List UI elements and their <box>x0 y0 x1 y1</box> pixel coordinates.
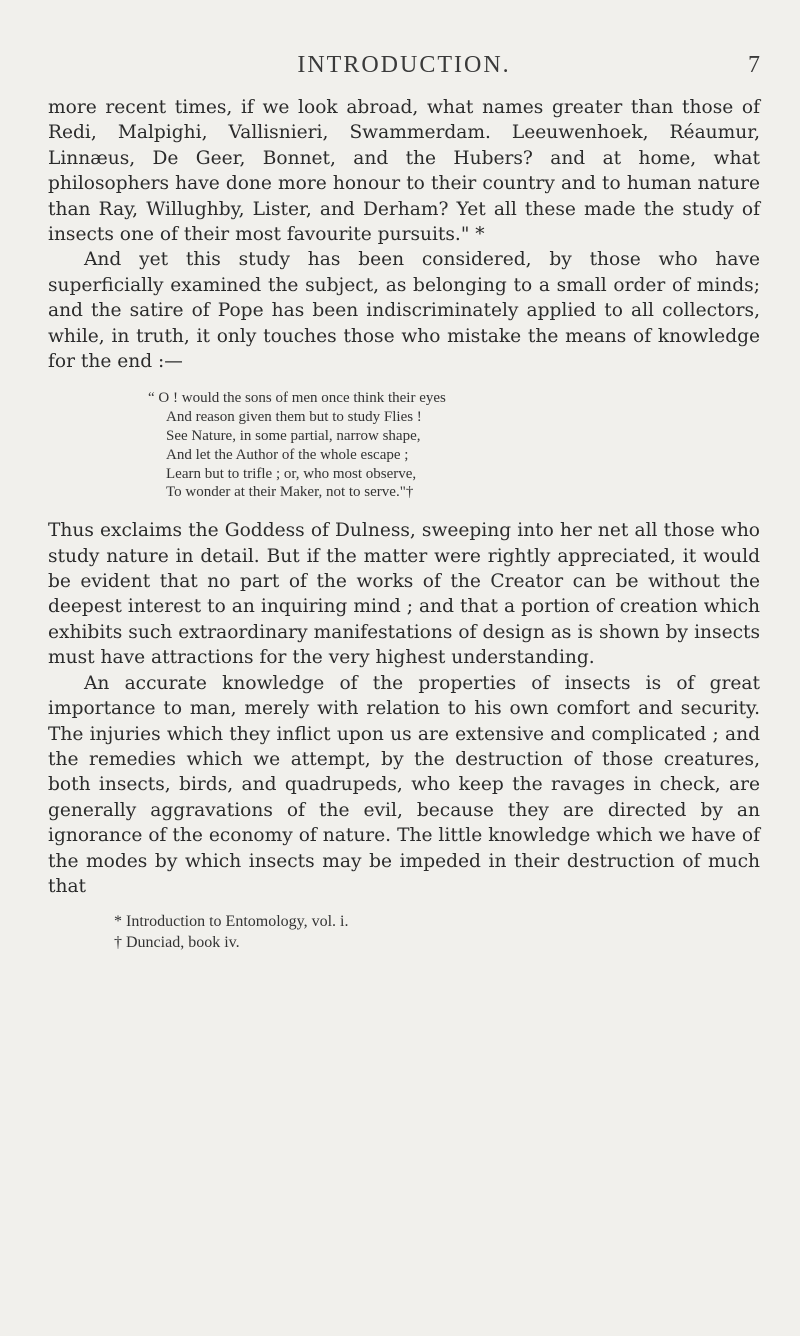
book-page <box>48 52 760 953</box>
chapter-title: INTRODUCTION. <box>297 52 511 78</box>
verse-line: Learn but to trifle ; or, who most observe, <box>166 465 417 482</box>
paragraph-pope-satire: And yet this study has been considered, by those who have superficially examined the subject, as belonging to a small order of minds; and the satire of Pope has been indiscriminately applied to all collectors, while, in truth, it only touches those who mistake the means of knowledge for the end :— <box>48 249 760 373</box>
footnote: † Dunciad, book iv. <box>114 934 240 952</box>
paragraph-continuation: more recent times, if we look abroad, what names greater than those of Redi, Malpighi, Vallisnieri, Swammerdam. Leeuwenhoek, Réaumur, Linnæus, De Geer, Bonnet, and the Hubers? and at home, what philosophers have done more honour to their country and to human nature than Ray, Willughby, Lister, and Derham? Yet all these made the study of insects one of their most favourite pursuits." * <box>48 97 760 246</box>
verse-line: “ O ! would the sons of men once think their eyes <box>148 390 446 407</box>
paragraph-dulness: Thus exclaims the Goddess of Dulness, sweeping into her net all those who study nature in detail. But if the matter were rightly appreciated, it would be evident that no part of the works of the Creator can be without the deepest interest to an inquiring mind ; and that a portion of creation which exhibits such extraordinary manifestations of design as is shown by insects must have attractions for the very highest understanding. <box>48 520 760 669</box>
body-text <box>48 95 760 899</box>
verse-quotation <box>148 389 760 502</box>
verse-line: And let the Author of the whole escape ; <box>166 446 409 463</box>
running-head <box>48 52 760 92</box>
page-number: 7 <box>748 52 760 78</box>
verse-line: And reason given them but to study Flies ! <box>166 409 422 426</box>
footnote: * Introduction to Entomology, vol. i. <box>114 913 349 931</box>
verse-line: To wonder at their Maker, not to serve."† <box>166 484 414 501</box>
verse-line: See Nature, in some partial, narrow shape, <box>166 428 421 445</box>
footnotes <box>114 911 760 953</box>
paragraph-knowledge: An accurate knowledge of the properties of insects is of great importance to man, merely with relation to his own comfort and security. The injuries which they inflict upon us are extensive and complicated ; and the remedies which we attempt, by the destruction of those creatures, both insects, birds, and quadrupeds, who keep the ravages in check, are generally aggravations of the evil, because they are directed by an ignorance of the economy of nature. The little knowledge which we have of the modes by which insects may be impeded in their destruction of much that <box>48 672 760 897</box>
